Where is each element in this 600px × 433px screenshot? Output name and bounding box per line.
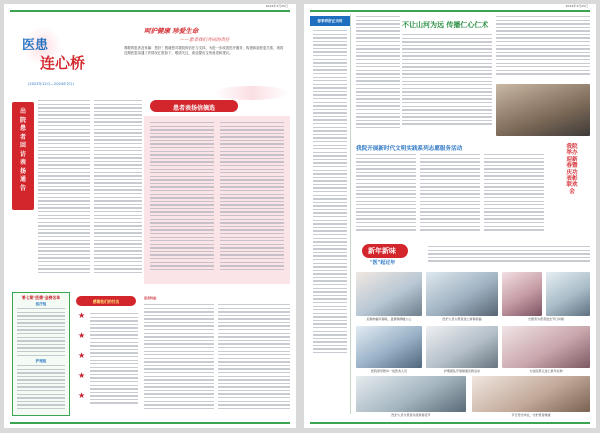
- article2-col3: [484, 154, 544, 240]
- letter-text-col2: [220, 122, 284, 278]
- thanks-list: [90, 313, 138, 409]
- honor-roll-box: [12, 292, 70, 416]
- star-icon: ★: [78, 311, 86, 320]
- masthead-date: (2023年12月—2024年2月): [28, 82, 74, 86]
- masthead-line2: 连心桥: [40, 54, 86, 72]
- star-icon: ★: [78, 391, 86, 400]
- dept-label: 患者科室：: [144, 296, 160, 300]
- article1-col3: [496, 16, 590, 82]
- dept-list-col2: [218, 304, 290, 414]
- photo-8: [356, 376, 466, 412]
- star-icon: ★: [78, 371, 86, 380]
- sidebar: [310, 14, 351, 414]
- intro-paragraph: 尊敬的患者及家属：您好！感谢您对我院的信任与支持。为进一步改善医疗服务，构建和谐医患关系，现将近期医患沟通工作情况汇报如下，敬请关注，欢迎提出宝贵意见和建议。: [124, 46, 284, 55]
- star-icon: ★: [78, 351, 86, 360]
- new-year-intro: [428, 246, 590, 268]
- photo-caption-8: 节日坚守岗位，守护患者健康: [511, 413, 551, 417]
- article2-col2: [420, 154, 480, 240]
- intro-title: 呵护健康 珍爱生命: [144, 27, 199, 35]
- sidebar-title-bg: [310, 16, 350, 26]
- thanks-banner-text: 感谢他们的付出: [92, 298, 120, 304]
- photo-caption-7: 医护人员与患者共度新春佳节: [391, 413, 431, 417]
- footer-rule: [310, 422, 590, 424]
- photo-caption-2: 医护人员为患者送上新春祝福: [442, 317, 482, 321]
- photo-caption-6: 为住院患儿送上新年礼物: [529, 369, 563, 373]
- side-banner: [12, 102, 34, 210]
- header-rule: [310, 10, 590, 12]
- honor-roll-title: 第七期"医德"金榜名单: [21, 295, 61, 300]
- masthead-line1: 医患: [22, 38, 49, 53]
- photo-meeting: [496, 84, 590, 136]
- new-year-badge: [362, 244, 422, 268]
- vertical-banner: [554, 144, 590, 244]
- photo-2: [426, 272, 498, 316]
- article1-col2: [402, 34, 492, 134]
- section-banner-text: 患者表扬信摘选: [172, 104, 215, 112]
- letter-text-col1: [150, 122, 214, 278]
- article1-col1: [356, 16, 400, 136]
- photo-caption-4: 医院领导慰问一线医务人员: [370, 369, 407, 373]
- thanks-banner: [76, 296, 136, 306]
- honor-roll-list2: [17, 365, 65, 411]
- side-banner-text: 出院患者回访表扬通告: [19, 108, 26, 192]
- photo-caption-5: 护理团队开展健康宣教活动: [443, 369, 480, 373]
- photo-6: [426, 326, 498, 368]
- masthead: [12, 16, 112, 96]
- honor-roll-list1: [17, 308, 65, 356]
- photo-5: [356, 326, 422, 368]
- photo-1: [356, 272, 422, 316]
- photo-3: [502, 272, 542, 316]
- footer-rule: [10, 422, 290, 424]
- header-date: 2024年3月25日: [565, 4, 588, 8]
- honor-roll-sub1: 医疗组: [35, 302, 47, 306]
- right-page: [304, 4, 596, 428]
- letters-panel: [144, 116, 290, 284]
- headline-top: 不让山河为远 传播仁心仁术: [402, 21, 489, 29]
- star-icon: ★: [78, 331, 86, 340]
- photo-9: [472, 376, 590, 412]
- article-text-col2: [94, 100, 142, 284]
- badge-text: 新年新味: [368, 247, 396, 255]
- left-page: [4, 4, 296, 428]
- vertical-banner-text: 我院举办迎新春暨庆功表彰联欢会: [566, 144, 578, 195]
- photo-caption-3: 志愿者为患者送去节日问候: [527, 317, 564, 321]
- photo-caption-1: 迎春纳福写春联，温情满满暖人心: [366, 317, 412, 321]
- header-date: 2024年3月25日: [265, 4, 288, 8]
- intro-subtitle: ——患者我们共同的责任: [180, 38, 230, 43]
- sidebar-title: 春季养肝正当时: [317, 18, 343, 23]
- star-column: [74, 309, 140, 409]
- header-rule: [10, 10, 290, 12]
- decorative-swirl: [214, 86, 289, 100]
- honor-roll-sub2: 护理组: [35, 359, 47, 363]
- photo-4: [546, 272, 590, 316]
- article2-col1: [356, 154, 416, 240]
- dept-list-col1: [144, 304, 214, 414]
- badge-sub: "医"起过年: [370, 260, 396, 266]
- article-text-col1: [38, 100, 90, 284]
- section-banner: [150, 100, 238, 112]
- headline-mid: 我院开展新时代文明实践系列志愿服务活动: [356, 146, 463, 152]
- photo-7: [502, 326, 590, 368]
- sidebar-text: [313, 30, 347, 410]
